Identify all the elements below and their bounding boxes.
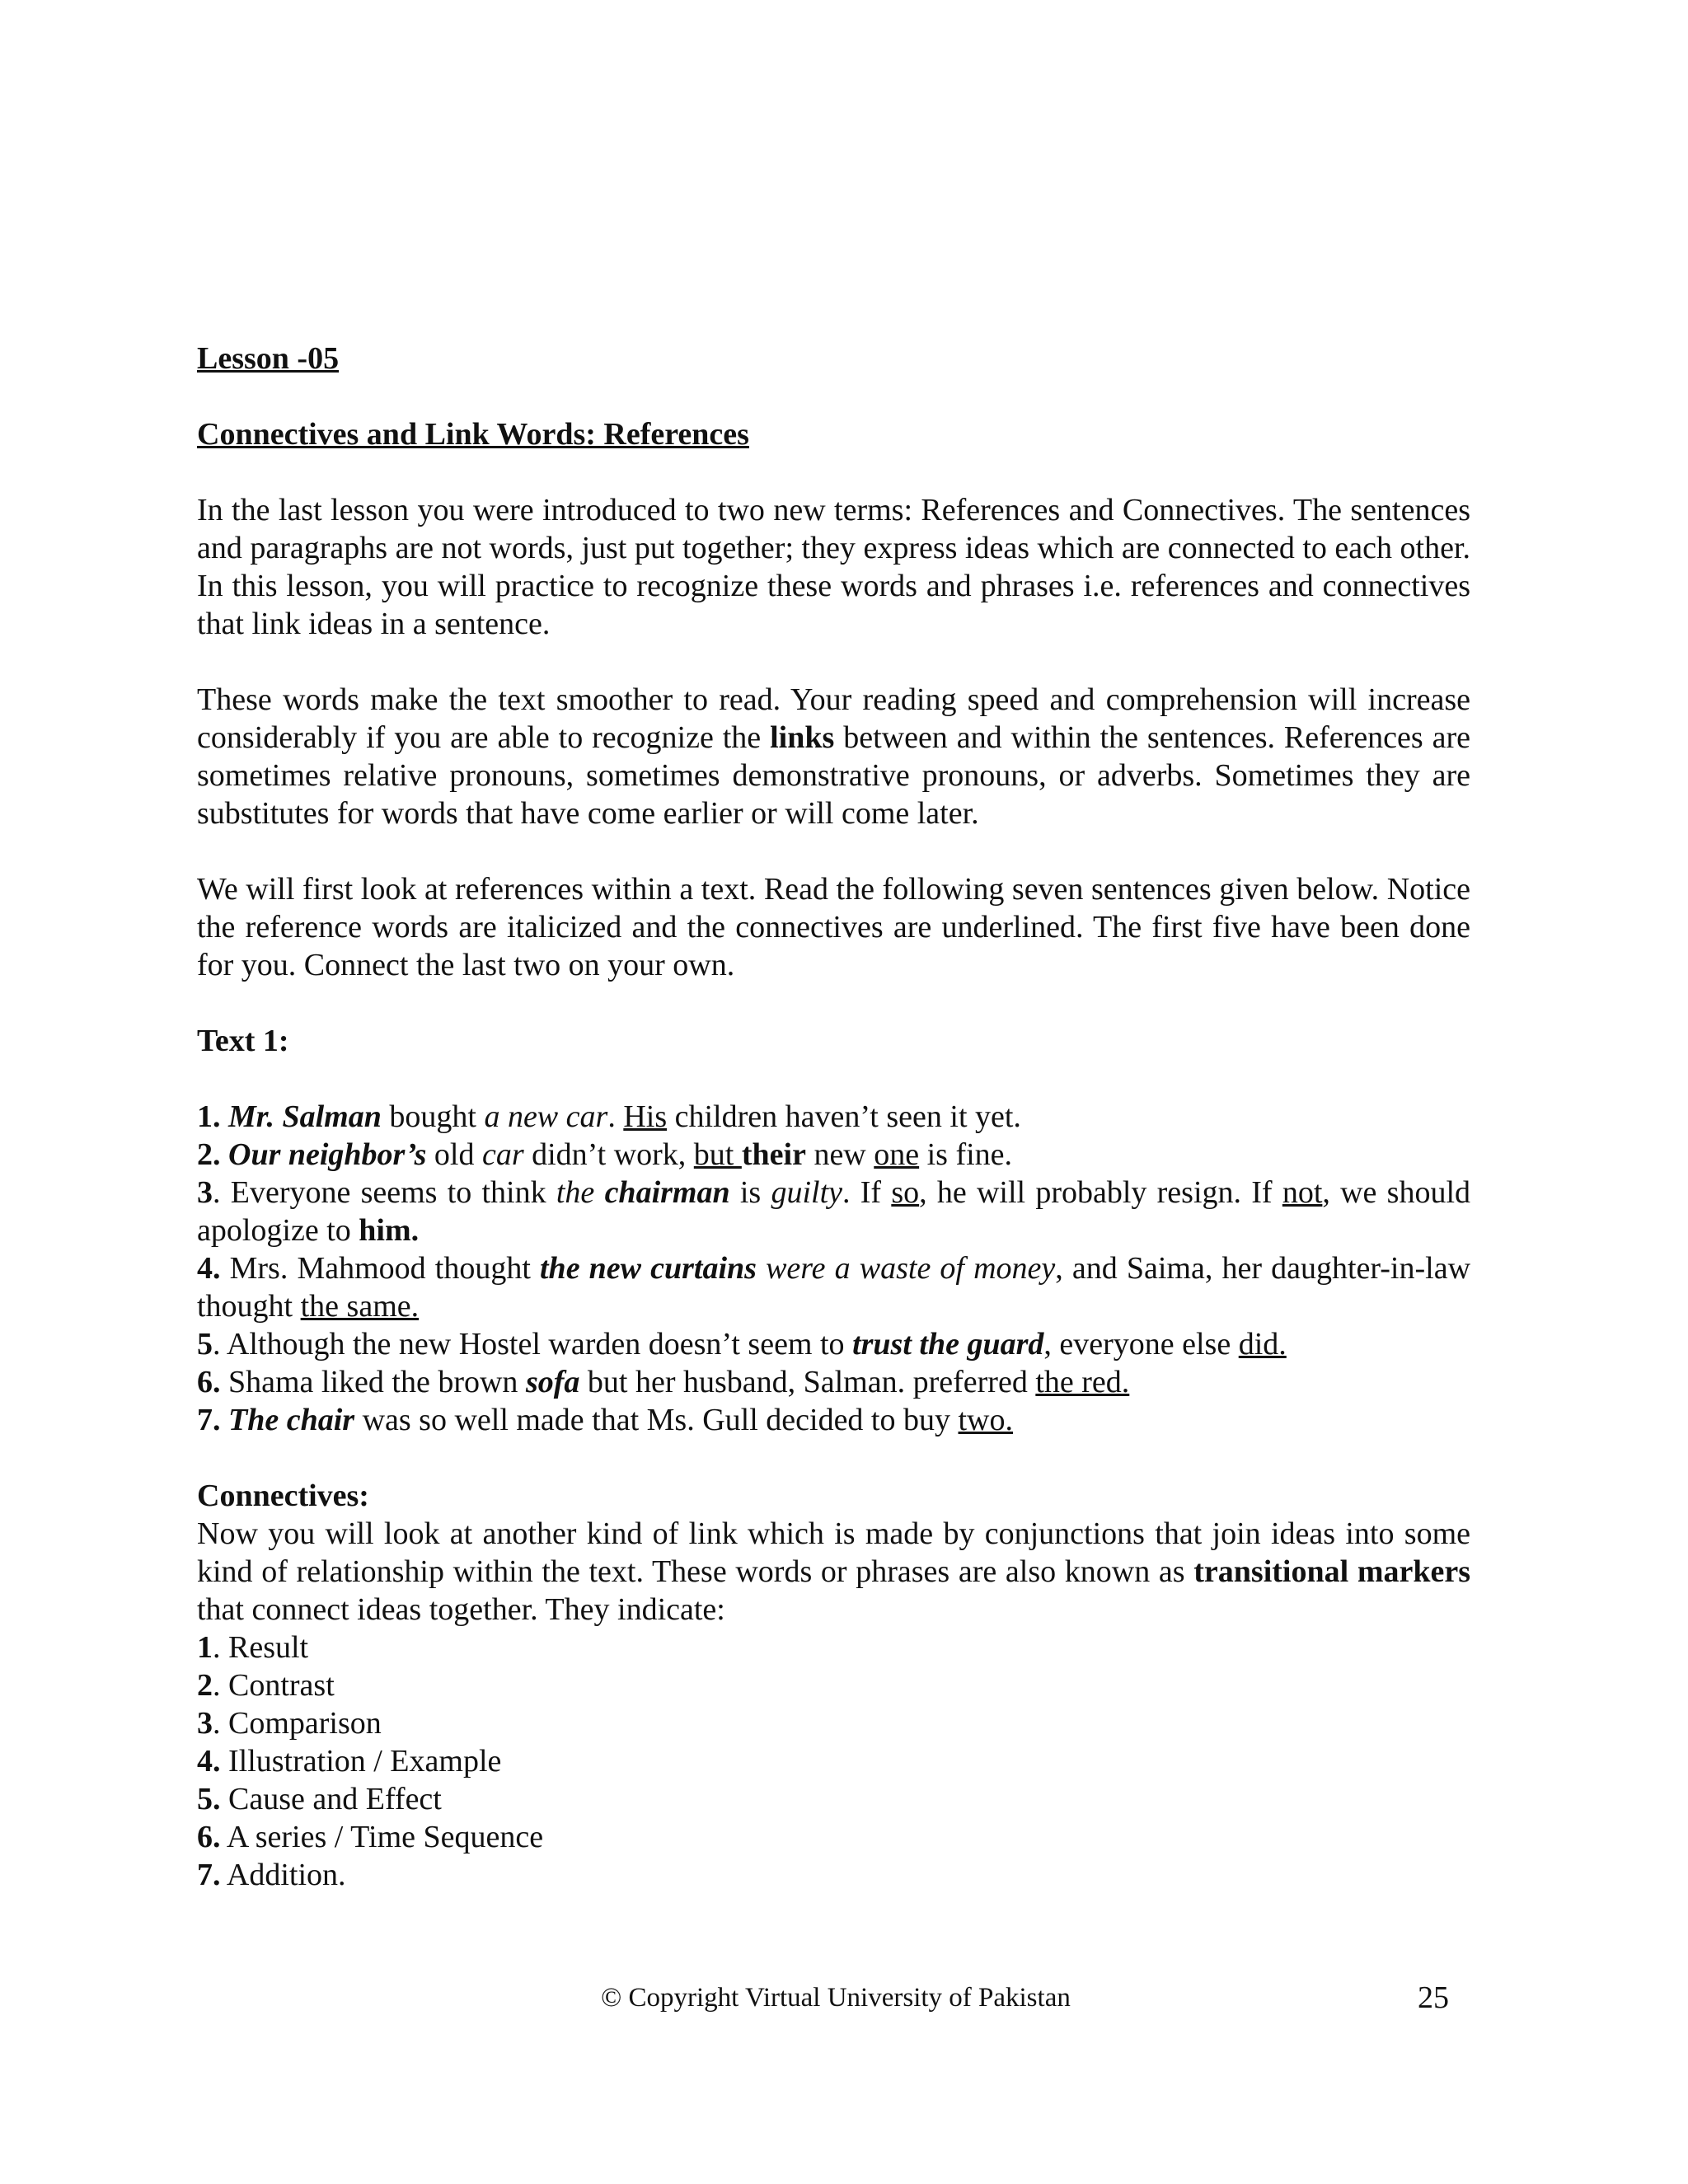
page-content [197, 340, 1470, 1894]
connective-word: one [874, 1137, 920, 1172]
item-text: Addition. [226, 1858, 346, 1892]
item-number: 1 [197, 1630, 213, 1665]
sentence-text: old [426, 1137, 482, 1172]
reference-word: sofa [525, 1365, 580, 1399]
sentence-3 [197, 1174, 1470, 1249]
sentence-1 [197, 1098, 1470, 1136]
sentence-text: . Although the new Hostel warden doesn’t seem to [213, 1327, 853, 1361]
sentence-text: children haven’t seen it yet. [667, 1099, 1021, 1134]
sentence-text: , we should apologize to [197, 1175, 1471, 1248]
list-item [197, 1856, 1470, 1894]
list-item [197, 1629, 1470, 1666]
sentence-text: Mrs. Mahmood thought [220, 1251, 540, 1286]
sentence-7 [197, 1401, 1470, 1439]
sentence-5 [197, 1325, 1470, 1363]
intro-paragraph-1: In the last lesson you were introduced to two new terms: References and Connectives. The sentences and paragraphs are not words, just put together; they express ideas which are connected to each other. In this lesson, you will practice to recognize these words and phrases i.e. references and connectives that link ideas in a sentence. [197, 493, 1470, 641]
sentence-text: . [607, 1099, 624, 1134]
sentence-text [757, 1251, 766, 1286]
sentence-text: new [805, 1137, 874, 1172]
item-text: Illustration / Example [228, 1744, 502, 1779]
list-item [197, 1742, 1470, 1780]
sentence-text: was so well made that Ms. Gull decided to buy [354, 1403, 959, 1437]
lesson-title: Lesson -05 [197, 341, 340, 376]
reference-word: chairman [604, 1175, 730, 1210]
sentence-number: 4. [197, 1251, 221, 1286]
sentence-text: . If [842, 1175, 892, 1210]
list-item [197, 1818, 1470, 1856]
sentence-list [197, 1098, 1470, 1439]
connective-word: two. [958, 1403, 1013, 1437]
section-title: Connectives and Link Words: References [197, 417, 749, 452]
connectives-label: Connectives: [197, 1479, 369, 1513]
item-separator: . [213, 1630, 228, 1665]
reference-word: guilty [771, 1175, 842, 1210]
item-number: 2 [197, 1668, 213, 1703]
item-number: 7. [197, 1858, 221, 1892]
reference-word: were a waste of money [766, 1251, 1056, 1286]
item-separator: . [213, 1668, 228, 1703]
item-text: Contrast [228, 1668, 335, 1703]
reference-word: Our neighbor’s [228, 1137, 427, 1172]
connectives-paragraph [197, 1515, 1470, 1629]
reference-word: the [556, 1175, 595, 1210]
copyright-text: © Copyright Virtual University of Pakistan [601, 1983, 1071, 2013]
reference-word: trust the guard [852, 1327, 1044, 1361]
connective-word: His [623, 1099, 668, 1134]
sentence-text: , and Saima, her daughter-in-law thought [197, 1251, 1471, 1324]
reference-word: a new car [484, 1099, 608, 1134]
connective-word: so [891, 1175, 920, 1210]
connective-word: the same. [300, 1289, 420, 1324]
item-separator [221, 1782, 229, 1816]
paragraph-text: Now you will look at another kind of link which is made by conjunctions that join ideas into some kind of relationship within the text. These words or phrases are also known as [197, 1516, 1470, 1589]
sentence-text [594, 1175, 604, 1210]
reference-word: car [481, 1137, 524, 1172]
sentence-text: didn’t work, [523, 1137, 694, 1172]
intro-paragraph-2 [197, 681, 1470, 832]
item-separator [221, 1820, 227, 1854]
bold-term: transitional markers [1193, 1554, 1470, 1589]
sentence-text: is [729, 1175, 771, 1210]
item-separator [221, 1858, 227, 1892]
connective-word: did. [1238, 1327, 1287, 1361]
sentence-text: is fine. [919, 1137, 1013, 1172]
item-text: Cause and Effect [228, 1782, 442, 1816]
item-number: 4. [197, 1744, 221, 1779]
paragraph-text: between and within the sentences. References are sometimes relative pronouns, sometimes demonstrative pronouns, or adverbs. Sometimes they are substitutes for words that have come earlier or will come later. [197, 720, 1471, 831]
item-number: 3 [197, 1706, 213, 1741]
list-item [197, 1666, 1470, 1704]
item-text: Result [228, 1630, 309, 1665]
page-number: 25 [1418, 1980, 1449, 2015]
reference-word: the new curtains [540, 1251, 757, 1286]
sentence-2 [197, 1136, 1470, 1174]
sentence-4 [197, 1249, 1470, 1325]
list-item [197, 1704, 1470, 1742]
intro-paragraph-3: We will first look at references within a text. Read the following seven sentences given below. Notice the reference words are italicized and the connectives are underlined. The first five have been done for you. Connect the last two on your own. [197, 872, 1470, 982]
item-text: Comparison [228, 1706, 382, 1741]
sentence-number: 1. [197, 1099, 221, 1134]
sentence-6 [197, 1363, 1470, 1401]
reference-word: The chair [228, 1403, 355, 1437]
text-1-label: Text 1: [197, 1024, 289, 1058]
reference-word: Mr. Salman [228, 1099, 382, 1134]
sentence-number: 7. [197, 1403, 221, 1437]
sentence-text: , everyone else [1043, 1327, 1239, 1361]
sentence-text: Shama liked the brown [220, 1365, 526, 1399]
sentence-text: , he will probably resign. If [919, 1175, 1282, 1210]
sentence-text [221, 1403, 229, 1437]
sentence-text: bought [381, 1099, 485, 1134]
list-item [197, 1780, 1470, 1818]
paragraph-text: These words make the text smoother to read. Your reading speed and comprehension will increase considerably if you are able to recognize the [197, 682, 1470, 755]
paragraph-text: that connect ideas together. They indicate: [197, 1592, 725, 1627]
bold-term: links [770, 720, 835, 755]
item-text: A series / Time Sequence [226, 1820, 544, 1854]
connective-types-list [197, 1629, 1470, 1894]
sentence-text: but her husband, Salman. preferred [579, 1365, 1036, 1399]
connective-word: not [1282, 1175, 1323, 1210]
sentence-number: 5 [197, 1327, 213, 1361]
connective-word: the red. [1035, 1365, 1130, 1399]
item-number: 5. [197, 1782, 221, 1816]
item-separator [221, 1744, 229, 1779]
item-number: 6. [197, 1820, 221, 1854]
item-separator: . [213, 1706, 228, 1741]
sentence-number: 2. [197, 1137, 221, 1172]
bold-word: him. [359, 1213, 420, 1248]
sentence-number: 6. [197, 1365, 221, 1399]
bold-word: their [741, 1137, 806, 1172]
connective-word: but [693, 1137, 742, 1172]
sentence-number: 3 [197, 1175, 213, 1210]
sentence-text: . Everyone seems to think [213, 1175, 556, 1210]
